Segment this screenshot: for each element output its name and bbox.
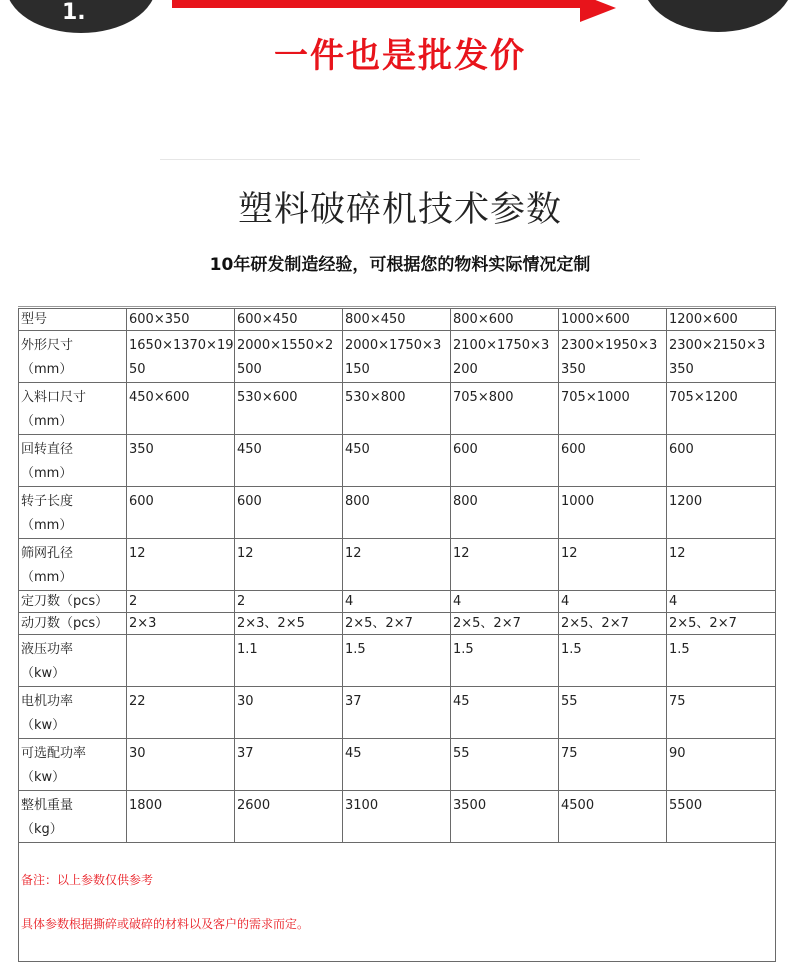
note-cell (19, 843, 776, 962)
table-cell: 705×800 (451, 383, 559, 435)
table-cell: 4 (667, 591, 776, 613)
table-cell: 2×5、2×7 (343, 613, 451, 635)
table-cell: 2×5、2×7 (451, 613, 559, 635)
table-cell: 1.5 (451, 635, 559, 687)
table-cell: 800×600 (451, 309, 559, 331)
table-cell: 2000×1550×2 500 (235, 331, 343, 383)
table-cell: 12 (559, 539, 667, 591)
table-cell: 30 (235, 687, 343, 739)
table-cell: 30 (127, 739, 235, 791)
table-cell: 530×600 (235, 383, 343, 435)
table-cell: 2000×1750×3 150 (343, 331, 451, 383)
table-cell: 2×3 (127, 613, 235, 635)
table-cell: 600×350 (127, 309, 235, 331)
table-cell: 2×5、2×7 (559, 613, 667, 635)
table-cell: 2100×1750×3 200 (451, 331, 559, 383)
table-cell (127, 635, 235, 687)
table-cell: 1000×600 (559, 309, 667, 331)
table-cell: 1000 (559, 487, 667, 539)
table-cell: 600 (667, 435, 776, 487)
table-cell: 12 (343, 539, 451, 591)
table-cell: 12 (451, 539, 559, 591)
spec-table-body (19, 309, 776, 843)
table-cell: 1650×1370×19 50 (127, 331, 235, 383)
table-cell: 530×800 (343, 383, 451, 435)
table-cell: 2 (127, 591, 235, 613)
table-cell: 75 (559, 739, 667, 791)
table-cell: 55 (559, 687, 667, 739)
table-row (19, 383, 776, 435)
page-title: 塑料破碎机技术参数 (237, 190, 562, 230)
table-cell: 22 (127, 687, 235, 739)
table-cell: 5500 (667, 791, 776, 843)
table-row (19, 487, 776, 539)
table-cell: 1200×600 (667, 309, 776, 331)
table-cell: 600×450 (235, 309, 343, 331)
table-cell: 450 (235, 435, 343, 487)
table-row (19, 635, 776, 687)
row-label: 筛网孔径 （mm） (19, 539, 127, 591)
table-cell: 800×450 (343, 309, 451, 331)
table-cell: 450 (343, 435, 451, 487)
table-cell: 12 (127, 539, 235, 591)
table-cell: 4 (559, 591, 667, 613)
row-label: 定刀数（pcs） (19, 591, 127, 613)
table-cell: 3500 (451, 791, 559, 843)
table-row (19, 435, 776, 487)
table-cell: 600 (235, 487, 343, 539)
table-cell: 37 (343, 687, 451, 739)
table-row (19, 739, 776, 791)
table-row (19, 613, 776, 635)
table-cell: 2600 (235, 791, 343, 843)
table-cell: 350 (127, 435, 235, 487)
row-label: 可选配功率 （kw） (19, 739, 127, 791)
arrow-right-icon (580, 0, 616, 22)
row-label: 液压功率 （kw） (19, 635, 127, 687)
table-cell: 800 (343, 487, 451, 539)
table-cell: 4500 (559, 791, 667, 843)
step-badge-text: 1. (62, 0, 86, 25)
note-row (19, 843, 776, 962)
row-label: 动刀数（pcs） (19, 613, 127, 635)
table-row (19, 791, 776, 843)
spec-table (18, 308, 776, 962)
table-cell: 1.1 (235, 635, 343, 687)
table-cell: 75 (667, 687, 776, 739)
table-cell: 1.5 (559, 635, 667, 687)
table-cell: 37 (235, 739, 343, 791)
table-cell: 55 (451, 739, 559, 791)
table-cell: 600 (451, 435, 559, 487)
table-cell: 1800 (127, 791, 235, 843)
table-cell: 45 (343, 739, 451, 791)
table-cell: 2 (235, 591, 343, 613)
row-label: 电机功率 （kw） (19, 687, 127, 739)
page-subtitle: 10年研发制造经验，可根据您的物料实际情况定制 (209, 255, 591, 275)
row-label: 回转直径 （mm） (19, 435, 127, 487)
section-divider (160, 159, 640, 160)
table-row (19, 591, 776, 613)
row-label: 入料口尺寸 （mm） (19, 383, 127, 435)
top-banner (0, 0, 800, 110)
table-row (19, 331, 776, 383)
row-label: 整机重量 （kg） (19, 791, 127, 843)
table-cell: 4 (451, 591, 559, 613)
table-cell: 4 (343, 591, 451, 613)
table-cell: 12 (667, 539, 776, 591)
slogan: 一件也是批发价 (274, 36, 526, 76)
table-cell: 1.5 (667, 635, 776, 687)
table-cell: 450×600 (127, 383, 235, 435)
note-line-2: 具体参数根据撕碎或破碎的材料以及客户的需求而定。 (21, 917, 310, 931)
table-cell: 45 (451, 687, 559, 739)
table-row (19, 539, 776, 591)
table-cell: 1.5 (343, 635, 451, 687)
table-cell: 2300×1950×3 350 (559, 331, 667, 383)
table-cell: 2×3、2×5 (235, 613, 343, 635)
table-cell: 3100 (343, 791, 451, 843)
table-cell: 600 (559, 435, 667, 487)
table-row (19, 309, 776, 331)
arrow-bar (172, 0, 582, 8)
table-cell: 800 (451, 487, 559, 539)
row-label: 外形尺寸 （mm） (19, 331, 127, 383)
table-top-line (18, 306, 775, 307)
note-line-1: 备注：以上参数仅供参考 (21, 873, 154, 887)
row-label: 转子长度 （mm） (19, 487, 127, 539)
table-cell: 90 (667, 739, 776, 791)
table-cell: 705×1200 (667, 383, 776, 435)
table-cell: 1200 (667, 487, 776, 539)
table-row (19, 687, 776, 739)
table-cell: 705×1000 (559, 383, 667, 435)
table-cell: 2×5、2×7 (667, 613, 776, 635)
row-label: 型号 (19, 309, 127, 331)
table-cell: 600 (127, 487, 235, 539)
table-cell: 2300×2150×3 350 (667, 331, 776, 383)
table-cell: 12 (235, 539, 343, 591)
